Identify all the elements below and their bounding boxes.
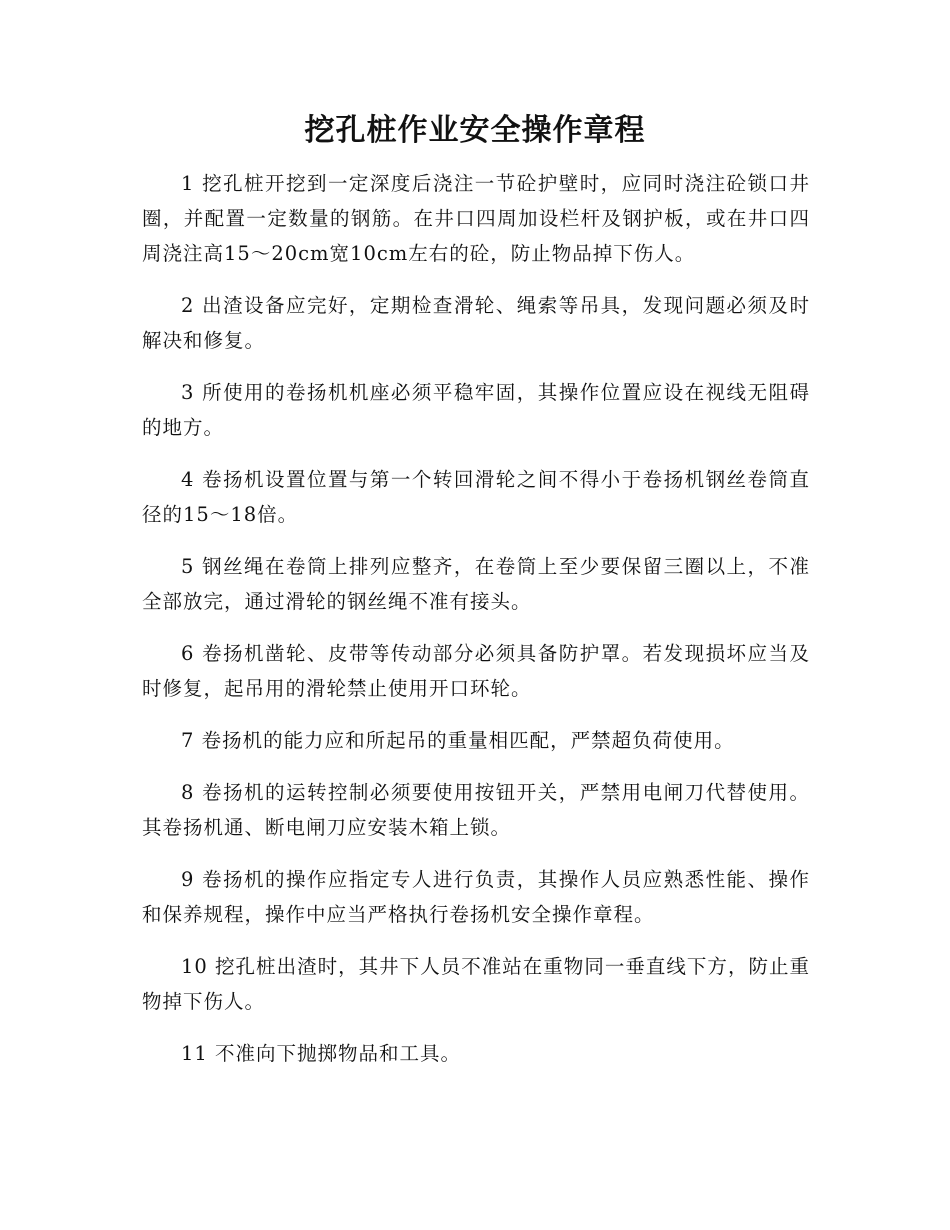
clause-8: 8 卷扬机的运转控制必须要使用按钮开关，严禁用电闸刀代替使用。其卷扬机通、断电闸刀应安装木箱上锁。 [142,781,810,839]
clause-11: 11 不准向下抛掷物品和工具。 [181,1042,462,1065]
clause-2: 2 出渣设备应完好，定期检查滑轮、绳索等吊具，发现问题必须及时解决和修复。 [142,294,810,352]
clause-4: 4 卷扬机设置位置与第一个转回滑轮之间不得小于卷扬机钢丝卷筒直径的15～18倍。 [142,468,810,526]
clause-6: 6 卷扬机凿轮、皮带等传动部分必须具备防护罩。若发现损坏应当及时修复，起吊用的滑轮禁止使用开口环轮。 [142,642,810,700]
document-title: 挖孔桩作业安全操作章程 [304,113,646,148]
document-body [142,166,810,1088]
clause-10: 10 挖孔桩出渣时，其井下人员不准站在重物同一垂直线下方，防止重物掉下伤人。 [142,955,810,1013]
clause-7: 7 卷扬机的能力应和所起吊的重量相匹配，严禁超负荷使用。 [181,729,735,752]
clause-9: 9 卷扬机的操作应指定专人进行负责，其操作人员应熟悉性能、操作和保养规程，操作中应当严格执行卷扬机安全操作章程。 [142,868,810,926]
clause-3: 3 所使用的卷扬机机座必须平稳牢固，其操作位置应设在视线无阻碍的地方。 [142,381,810,439]
clause-5: 5 钢丝绳在卷筒上排列应整齐，在卷筒上至少要保留三圈以上，不准全部放完，通过滑轮的钢丝绳不准有接头。 [142,555,810,613]
clause-1: 1 挖孔桩开挖到一定深度后浇注一节砼护壁时，应同时浇注砼锁口井圈，并配置一定数量的钢筋。在井口四周加设栏杆及钢护板，或在井口四周浇注高15～20cm宽10cm左右的砼，防止物品掉下伤人。 [142,172,810,265]
